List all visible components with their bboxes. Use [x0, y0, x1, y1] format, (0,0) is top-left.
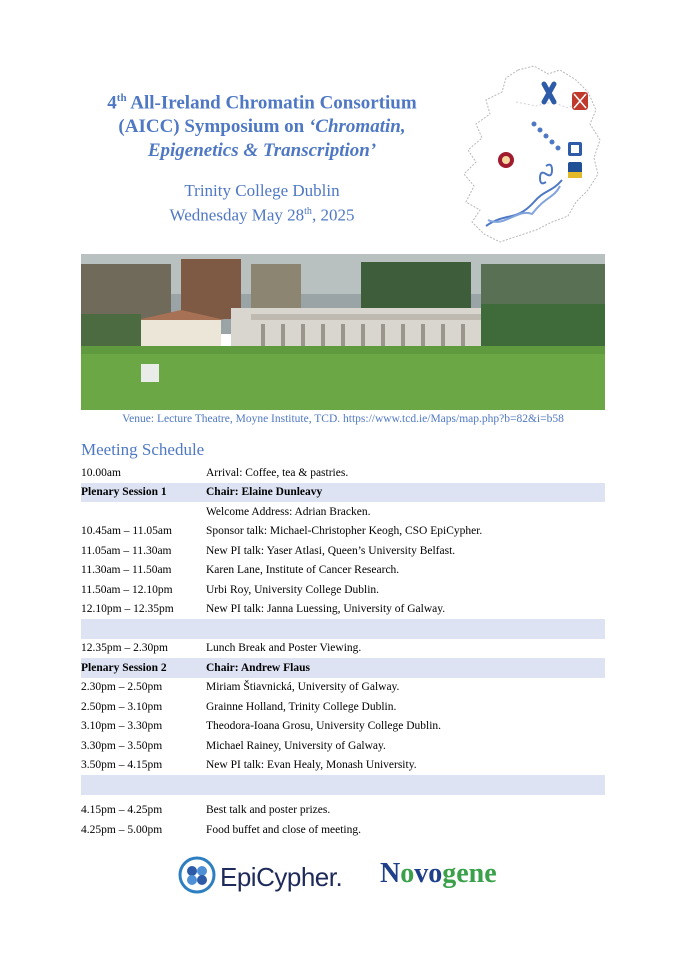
- schedule-desc: New PI talk: Yaser Atlasi, Queen’s University Belfast.: [206, 544, 456, 557]
- schedule-row: [81, 717, 605, 737]
- novogene-letter-o: o: [400, 858, 415, 889]
- schedule-time: 12.10pm – 12.35pm: [81, 603, 174, 616]
- schedule-row: [81, 697, 605, 717]
- session-header-row: [81, 658, 605, 678]
- session-name: Plenary Session 2: [81, 661, 167, 674]
- date-suffix: th: [304, 206, 312, 217]
- date-rest: , 2025: [311, 205, 355, 225]
- event-title: [62, 86, 462, 163]
- schedule-row: [81, 756, 605, 776]
- title-line2: (AICC) Symposium on: [118, 116, 309, 138]
- novogene-logo: [380, 858, 497, 890]
- session-chair: Chair: Elaine Dunleavy: [206, 486, 323, 499]
- epicypher-logo-icon: [178, 856, 216, 894]
- event-date: [62, 201, 462, 226]
- schedule-time: 3.50pm – 4.15pm: [81, 759, 163, 772]
- schedule-desc: New PI talk: Janna Luessing, University of Galway.: [206, 603, 446, 616]
- novogene-letter-n: N: [380, 858, 401, 889]
- schedule-desc: Karen Lane, Institute of Cancer Research.: [206, 564, 400, 577]
- schedule-row: [81, 736, 605, 756]
- schedule-time: 11.05am – 11.30am: [81, 544, 172, 557]
- schedule-desc: Miriam Štiavnická, University of Galway.: [206, 681, 400, 694]
- schedule-desc: Urbi Roy, University College Dublin.: [206, 583, 380, 596]
- schedule-time: 4.15pm – 4.25pm: [81, 804, 163, 817]
- session-chair: Chair: Andrew Flaus: [206, 661, 310, 674]
- schedule-desc: Food buffet and close of meeting.: [206, 823, 362, 836]
- schedule-desc: Arrival: Coffee, tea & pastries.: [206, 466, 349, 479]
- schedule-desc: Michael Rainey, University of Galway.: [206, 739, 386, 752]
- schedule-table: [81, 463, 605, 840]
- schedule-time: 2.50pm – 3.10pm: [81, 700, 163, 713]
- schedule-row: [81, 541, 605, 561]
- schedule-row: [81, 522, 605, 542]
- venue-caption: Venue: Lecture Theatre, Moyne Institute, TCD. https://www.tcd.ie/Maps/map.php?b=82&i=b58: [122, 413, 564, 425]
- schedule-time: 10.45am – 11.05am: [81, 525, 172, 538]
- schedule-desc: Grainne Holland, Trinity College Dublin.: [206, 700, 397, 713]
- epicypher-logo-text: EpiCypher.: [220, 862, 343, 892]
- qub-crest-icon: [572, 92, 588, 110]
- galway-crest-icon: [498, 152, 514, 168]
- schedule-row: [81, 580, 605, 600]
- nucleosome-chain-icon: [532, 122, 561, 151]
- schedule-desc: Theodora-Ioana Grosu, University College Dublin.: [206, 720, 442, 733]
- dna-helix-icon: [486, 180, 562, 226]
- schedule-desc: Welcome Address: Adrian Bracken.: [206, 505, 371, 518]
- schedule-desc: Sponsor talk: Michael-Christopher Keogh, CSO EpiCypher.: [206, 525, 483, 538]
- schedule-desc: New PI talk: Evan Healy, Monash University.: [206, 759, 417, 772]
- band-spacer: [81, 619, 605, 639]
- ireland-map-graphic: [456, 62, 606, 248]
- schedule-time: 3.30pm – 3.50pm: [81, 739, 163, 752]
- venue-photo: [81, 254, 605, 410]
- schedule-row: [81, 801, 605, 821]
- title-line1: All-Ireland Chromatin Consortium: [126, 92, 417, 114]
- schedule-row: [81, 463, 605, 483]
- chromosome-icon: [544, 84, 554, 102]
- schedule-time: 11.30am – 11.50am: [81, 564, 172, 577]
- schedule-desc: Lunch Break and Poster Viewing.: [206, 642, 362, 655]
- schedule-desc: Best talk and poster prizes.: [206, 804, 331, 817]
- schedule-time: 3.10pm – 3.30pm: [81, 720, 163, 733]
- band-spacer: [81, 775, 605, 795]
- schedule-time: 2.30pm – 2.50pm: [81, 681, 163, 694]
- ucd-crest-icon: [568, 162, 582, 178]
- novogene-letters-gene: gene: [442, 858, 497, 889]
- session-header-row: [81, 483, 605, 503]
- schedule-time: 11.50am – 12.10pm: [81, 583, 173, 596]
- schedule-time: 10.00am: [81, 466, 121, 479]
- schedule-title: Meeting Schedule: [81, 440, 205, 459]
- schedule-time: 4.25pm – 5.00pm: [81, 823, 163, 836]
- schedule-row: [81, 502, 605, 522]
- event-subtitle: [62, 180, 462, 226]
- schedule-row: [81, 820, 605, 840]
- northern-border: [516, 102, 580, 108]
- title-line3-italic: Epigenetics & Transcription’: [147, 140, 377, 162]
- title-ordinal-suffix: th: [116, 92, 127, 104]
- schedule-row: [81, 678, 605, 698]
- schedule-row: [81, 561, 605, 581]
- schedule-row: [81, 600, 605, 620]
- session-name: Plenary Session 1: [81, 486, 167, 499]
- novogene-letters-vo: vo: [414, 858, 443, 889]
- title-ordinal: 4: [107, 92, 117, 114]
- title-line2-italic: ‘Chromatin,: [308, 116, 406, 138]
- tcd-crest-icon: [568, 142, 582, 156]
- date-prefix: Wednesday May 28: [169, 205, 305, 225]
- fiber-coil-icon: [540, 165, 552, 184]
- schedule-time: 12.35pm – 2.30pm: [81, 642, 168, 655]
- schedule-row: [81, 639, 605, 659]
- event-location: Trinity College Dublin: [184, 181, 340, 200]
